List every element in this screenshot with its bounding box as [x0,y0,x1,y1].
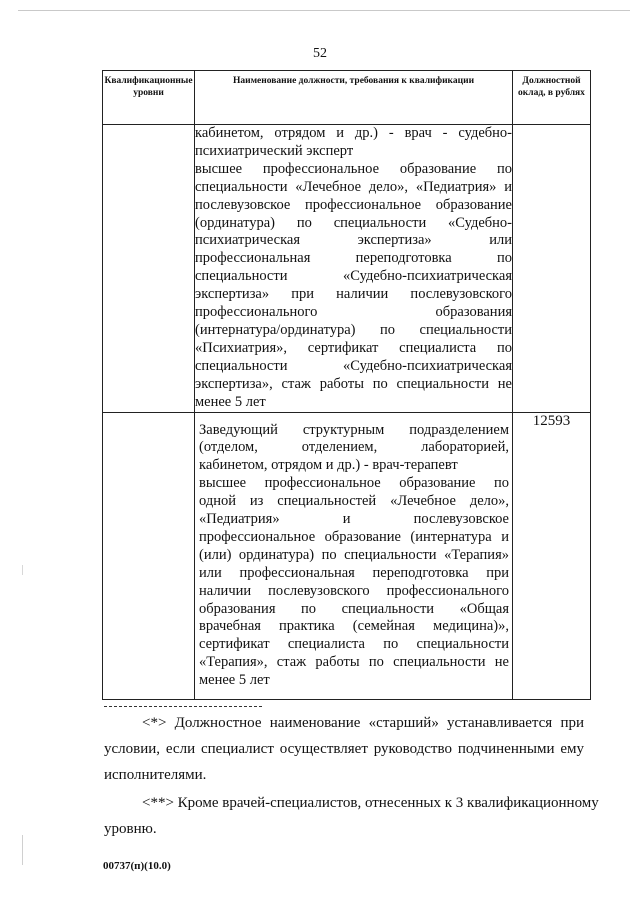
scan-top-edge-line [18,10,630,11]
text-line: образования по специальности «Общая [199,600,509,617]
text-line: Заведующий структурным подразделением [199,421,509,438]
text-line: экспертиза», стаж работы по специальности не [195,375,512,392]
header-qualification-levels: Квалификационные уровни [103,71,195,125]
text-line: психиатрический эксперт [195,142,354,159]
text-line: «Психиатрия», сертификат специалиста по [195,339,512,356]
text-line: (или) ординатура) по специальности «Терапия» [199,546,509,563]
footnote-senior [104,710,584,788]
text-line: менее 5 лет [195,393,266,410]
salary-cell: 12593 [513,412,591,700]
text-line: или профессиональная переподготовка при [199,564,509,581]
text-line: «Терапия», стаж работы по специальности не [199,654,509,671]
text-line: профессионального образования [195,304,512,321]
footnote-text: уровню. [104,821,157,837]
text-line: послевузовское профессиональное образование [195,196,512,213]
text-line: (отделом, отделением, лабораторией, [199,439,509,456]
qualification-table [102,70,591,700]
footnote-separator [104,706,262,707]
text-line: сертификат специалиста по специальности [199,636,509,653]
footnote-text: исполнителями. [104,767,207,783]
requirements-cell [195,412,513,700]
text-line: «Педиатрия» и послевузовское [199,511,509,528]
scan-edge-mark [22,565,23,575]
text-line: одной из специальностей «Лечебное дело», [199,493,509,510]
text-line: специальности «Судебно-психиатрическая [195,357,512,374]
page-number: 52 [313,46,327,61]
text-line: специальности «Судебно-психиатрическая [195,268,512,285]
header-position-requirements: Наименование должности, требования к квалификации [195,71,513,125]
text-line: (ординатура) по специальности «Судебно- [195,214,512,231]
footnote-text: условии, если специалист осуществляет руководство подчиненными ему [104,741,584,757]
document-code: 00737(п)(10.0) [103,860,171,872]
text-line: высшее профессиональное образование по [195,160,512,177]
text-line: менее 5 лет [199,672,270,689]
header-salary: Должностной оклад, в рублях [513,71,591,125]
text-line: экспертиза» при наличии послевузовского [195,286,512,303]
text-line: (интернатура/ординатура) по специальности [195,321,512,338]
scan-edge-mark [22,835,23,865]
requirements-cell [195,125,513,413]
text-line: профессиональная переподготовка по [195,250,512,267]
table-row [103,125,591,413]
text-line: профессиональное образование (интернатура и [199,528,509,545]
level-cell [103,125,195,413]
text-line: высшее профессиональное образование по [199,475,509,492]
footnote-text: <*> Должностное наименование «старший» устанавливается при [142,715,584,731]
text-line: врачебная практика (семейная медицина)», [199,618,509,635]
text-line: кабинетом, отрядом и др.) - врач - судебно- [195,125,512,141]
level-cell [103,412,195,700]
text-line: психиатрическая экспертиза» или [195,232,512,249]
table-row [103,412,591,700]
salary-cell [513,125,591,413]
text-line: наличии послевузовского профессионального [199,582,509,599]
table-header-row [103,71,591,125]
footnote-text: <**> Кроме врачей-специалистов, отнесенных к 3 квалификационному [142,795,599,811]
text-line: специальности «Лечебное дело», «Педиатрия» и [195,178,512,195]
text-line: кабинетом, отрядом и др.) - врач-терапевт [199,457,458,474]
footnote-specialists [104,790,599,842]
